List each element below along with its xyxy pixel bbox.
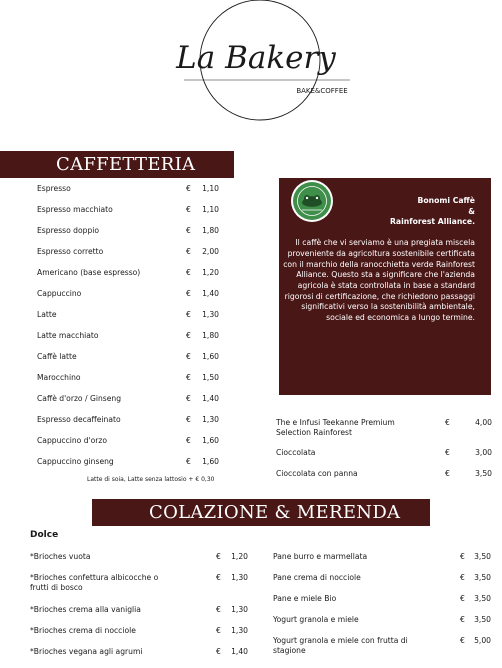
item-name: The e Infusi Teekanne Premium Selection Rainforest (276, 418, 395, 437)
menu-item (37, 310, 219, 320)
section-title: CAFFETTERIA (56, 154, 196, 175)
section-title: COLAZIONE & MERENDA (149, 502, 401, 523)
frog-seal-icon (290, 179, 334, 223)
currency-symbol: € (216, 605, 221, 614)
item-price: 1,10 (202, 184, 219, 193)
item-name: Yogurt granola e miele (273, 615, 359, 624)
item-price: 5,00 (474, 636, 491, 645)
menu-item (37, 268, 219, 278)
currency-symbol: € (186, 184, 191, 193)
item-name: Cappuccino ginseng (37, 457, 114, 466)
item-price: 1,20 (202, 268, 219, 277)
item-name: Espresso corretto (37, 247, 104, 256)
item-price: 1,60 (202, 457, 219, 466)
item-price: 3,50 (474, 615, 491, 624)
milk-options-note: Latte di soia, Latte senza lattosio + € 0,30 (87, 476, 215, 483)
currency-symbol: € (186, 394, 191, 403)
menu-item (37, 331, 219, 341)
item-name: Espresso macchiato (37, 205, 113, 214)
item-name: Pane burro e marmellata (273, 552, 368, 561)
item-price: 1,30 (231, 626, 248, 635)
item-price: 3,50 (475, 469, 492, 478)
currency-symbol: € (445, 418, 450, 427)
currency-symbol: € (216, 573, 221, 582)
menu-item (37, 457, 219, 467)
item-price: 1,30 (202, 415, 219, 424)
currency-symbol: € (460, 636, 465, 645)
info-title-line1: Bonomi Caffè (417, 196, 475, 205)
item-name: Caffè latte (37, 352, 77, 361)
currency-symbol: € (186, 436, 191, 445)
item-name: Yogurt granola e miele con frutta di stagione (273, 636, 408, 655)
menu-item (37, 247, 219, 257)
menu-item (37, 415, 219, 425)
currency-symbol: € (216, 647, 221, 656)
currency-symbol: € (460, 573, 465, 582)
currency-symbol: € (186, 205, 191, 214)
menu-item (30, 573, 248, 593)
menu-item (37, 373, 219, 383)
menu-item (37, 184, 219, 194)
currency-symbol: € (445, 448, 450, 457)
info-body: Il caffè che vi serviamo è una pregiata miscela proveniente da agricoltura sostenibile certificata con il marchio della ranocchietta verde Rainforest Alliance. Questo sta a significare che l'azienda agricola è stata controllata in base a standard rigorosi di certificazione, che richiedono passaggi significativi verso la sostenibilità ambientale, sociale ed economica a lungo termine. (283, 238, 475, 323)
item-price: 1,40 (231, 647, 248, 656)
item-price: 1,80 (202, 226, 219, 235)
currency-symbol: € (186, 331, 191, 340)
item-name: Pane e miele Bio (273, 594, 337, 603)
menu-item (37, 289, 219, 299)
item-price: 1,30 (231, 573, 248, 582)
currency-symbol: € (186, 247, 191, 256)
item-price: 3,00 (475, 448, 492, 457)
item-name: *Brioches confettura albicocche o frutti di bosco (30, 573, 159, 592)
item-price: 1,50 (202, 373, 219, 382)
item-price: 1,20 (231, 552, 248, 561)
item-price: 1,60 (202, 436, 219, 445)
item-price: 1,80 (202, 331, 219, 340)
item-name: Espresso decaffeinato (37, 415, 121, 424)
item-price: 1,30 (202, 310, 219, 319)
item-name: Espresso (37, 184, 71, 193)
currency-symbol: € (186, 226, 191, 235)
item-name: *Brioches crema alla vaniglia (30, 605, 141, 614)
item-name: *Brioches vuota (30, 552, 91, 561)
item-price: 1,10 (202, 205, 219, 214)
menu-item (37, 226, 219, 236)
item-name: Cioccolata con panna (276, 469, 358, 478)
currency-symbol: € (216, 552, 221, 561)
logo-brand: La Bakery (176, 40, 336, 76)
menu-item (276, 418, 492, 438)
currency-symbol: € (445, 469, 450, 478)
logo-tagline: BAKE&COFFEE (296, 87, 348, 95)
info-title-line3: Rainforest Alliance. (390, 217, 475, 227)
menu-item (37, 205, 219, 215)
info-title-line2: & (468, 206, 475, 216)
item-price: 1,30 (231, 605, 248, 614)
item-name: Latte (37, 310, 57, 319)
menu-item (37, 436, 219, 446)
item-name: *Brioches vegana agli agrumi (30, 647, 143, 656)
item-name: Cappuccino (37, 289, 82, 298)
item-price: 3,50 (474, 594, 491, 603)
item-name: Espresso doppio (37, 226, 100, 235)
currency-symbol: € (186, 373, 191, 382)
item-price: 3,50 (474, 573, 491, 582)
section-banner-caffetteria (0, 151, 234, 178)
currency-symbol: € (186, 457, 191, 466)
section-banner-colazione (92, 499, 430, 526)
item-name: Caffè d'orzo / Ginseng (37, 394, 122, 403)
item-name: Latte macchiato (37, 331, 99, 340)
currency-symbol: € (186, 352, 191, 361)
item-price: 3,50 (474, 552, 491, 561)
item-price: 4,00 (475, 418, 492, 427)
currency-symbol: € (460, 552, 465, 561)
item-price: 1,40 (202, 289, 219, 298)
currency-symbol: € (186, 310, 191, 319)
menu-item (37, 352, 219, 362)
currency-symbol: € (186, 289, 191, 298)
item-price: 2,00 (202, 247, 219, 256)
item-price: 1,40 (202, 394, 219, 403)
item-name: Cappuccino d'orzo (37, 436, 108, 445)
item-name: Americano (base espresso) (37, 268, 141, 277)
currency-symbol: € (460, 615, 465, 624)
menu-item (37, 394, 219, 404)
logo (160, 0, 360, 128)
currency-symbol: € (186, 268, 191, 277)
item-name: Marocchino (37, 373, 81, 382)
item-price: 1,60 (202, 352, 219, 361)
currency-symbol: € (460, 594, 465, 603)
item-name: *Brioches crema di nocciole (30, 626, 136, 635)
subsection-title-dolce: Dolce (30, 530, 59, 540)
currency-symbol: € (216, 626, 221, 635)
item-name: Cioccolata (276, 448, 316, 457)
menu-item (273, 636, 491, 656)
item-name: Pane crema di nocciole (273, 573, 361, 582)
currency-symbol: € (186, 415, 191, 424)
